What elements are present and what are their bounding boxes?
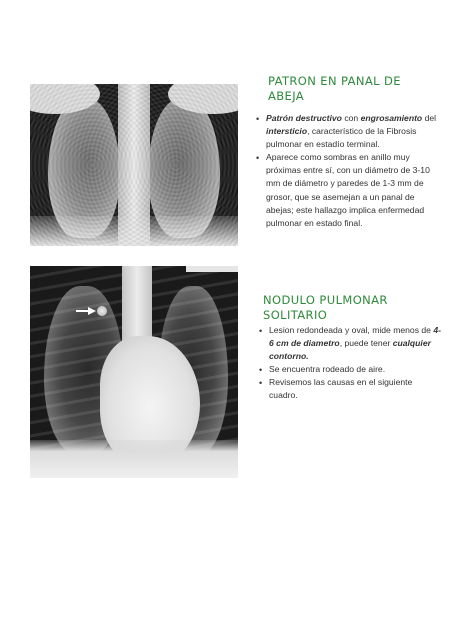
- nodule-bullet-item: [259, 363, 443, 376]
- emphasized-text: 4-6 cm de diametro: [269, 325, 441, 349]
- emphasized-text: Patrón destructivo: [266, 113, 342, 123]
- emphasized-text: cualquier contorno.: [269, 338, 431, 362]
- body-text: del: [422, 113, 437, 123]
- pulmonary-nodule: [97, 306, 107, 316]
- body-text: Se encuentra rodeado de aire.: [269, 364, 386, 375]
- nodule-bullet-list: [259, 324, 443, 403]
- film-edge-marker: [186, 266, 238, 272]
- white-arrow-icon: [76, 307, 96, 315]
- nodule-bullet-item: [259, 324, 443, 363]
- body-text: Aparece como sombras en anillo muy próximas entre sí, con un diámetro de 3-10 mm de diámetro y paredes de 1-3 mm de grosor, que se asemejan a un panal de abejas; este hallazgo implica enfermedad pulmonar en estado final.: [266, 152, 430, 228]
- body-text: Lesion redondeada y oval, mide menos de: [269, 325, 434, 335]
- body-text: , puede tener: [339, 338, 393, 349]
- honeycomb-texture: [30, 84, 238, 246]
- honeycomb-bullet-item: [256, 151, 442, 230]
- section-heading-nodule: NODULO PULMONAR SOLITARIO: [263, 293, 388, 322]
- chest-xray-nodule-image: [30, 266, 238, 478]
- nodule-bullet-item: [259, 376, 443, 402]
- body-text: , característico de la Fibrosis pulmonar en estadío terminal.: [266, 126, 417, 150]
- body-text: con: [341, 113, 361, 123]
- body-text: Revisemos las causas en el siguiente cuadro.: [269, 377, 413, 401]
- honeycomb-bullet-list: [256, 112, 442, 230]
- chest-xray-honeycomb-image: [30, 84, 238, 246]
- emphasized-text: engrosamiento: [360, 113, 423, 123]
- section-heading-honeycomb: PATRON EN PANAL DE ABEJA: [268, 74, 401, 103]
- diaphragm-shadow: [30, 440, 238, 478]
- honeycomb-bullet-item: [256, 112, 442, 151]
- emphasized-text: intersticio: [266, 126, 308, 137]
